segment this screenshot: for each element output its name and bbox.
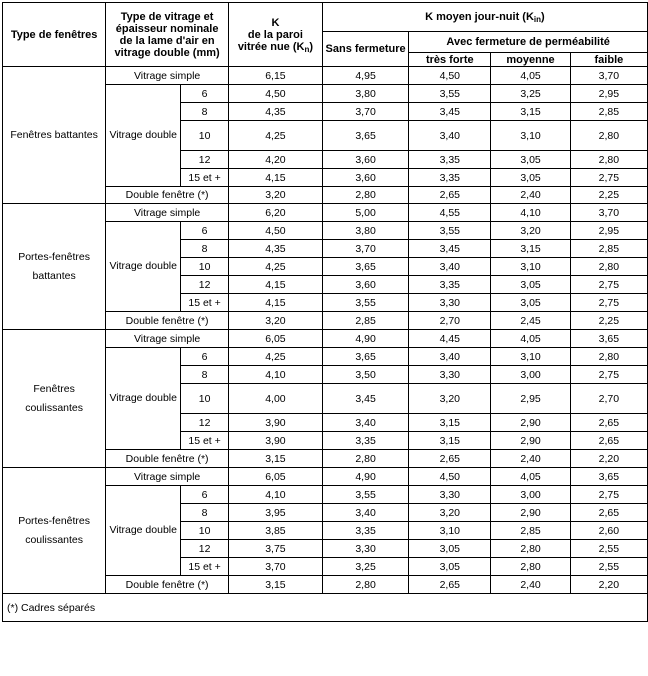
- table-row: [3, 330, 648, 348]
- value-cell: 4,20: [228, 151, 322, 169]
- value-cell: 2,70: [570, 384, 647, 414]
- value-cell: 4,90: [322, 468, 408, 486]
- value-cell: 2,85: [491, 522, 571, 540]
- value-cell: 2,80: [322, 576, 408, 594]
- value-cell: 3,65: [570, 468, 647, 486]
- air-gap-thickness: 15 et +: [181, 558, 229, 576]
- value-cell: 4,05: [491, 468, 571, 486]
- value-cell: 4,50: [409, 468, 491, 486]
- value-cell: 3,05: [409, 540, 491, 558]
- value-cell: 2,80: [570, 151, 647, 169]
- air-gap-thickness: 6: [181, 222, 229, 240]
- value-cell: 2,90: [491, 414, 571, 432]
- header-k-line1: K: [271, 16, 280, 29]
- value-cell: 2,65: [409, 187, 491, 204]
- value-cell: 3,20: [491, 222, 571, 240]
- value-cell: 4,35: [228, 240, 322, 258]
- header-k-line3: vitrée nue (K: [237, 40, 305, 53]
- value-cell: 3,05: [491, 151, 571, 169]
- value-cell: 2,80: [322, 187, 408, 204]
- double-fenetre-label: Double fenêtre (*): [106, 312, 229, 330]
- air-gap-thickness: 8: [181, 504, 229, 522]
- value-cell: 4,50: [409, 67, 491, 85]
- value-cell: 3,20: [228, 312, 322, 330]
- footnote-row: [3, 594, 648, 622]
- value-cell: 4,10: [491, 204, 571, 222]
- value-cell: 3,05: [409, 558, 491, 576]
- value-cell: 3,40: [409, 258, 491, 276]
- value-cell: 3,05: [491, 294, 571, 312]
- vitrage-double-label: Vitrage double: [106, 85, 181, 187]
- value-cell: 2,95: [570, 222, 647, 240]
- air-gap-thickness: 15 et +: [181, 294, 229, 312]
- window-type-label: Fenêtres battantes: [3, 67, 106, 204]
- value-cell: 2,25: [570, 312, 647, 330]
- value-cell: 3,05: [491, 276, 571, 294]
- window-type-label: Portes-fenêtres coulissantes: [3, 468, 106, 594]
- value-cell: 3,70: [322, 240, 408, 258]
- air-gap-thickness: 10: [181, 522, 229, 540]
- value-cell: 2,85: [570, 103, 647, 121]
- value-cell: 2,65: [570, 504, 647, 522]
- header-sans-fermeture: Sans fermeture: [322, 32, 408, 67]
- double-fenetre-label: Double fenêtre (*): [106, 576, 229, 594]
- value-cell: 2,80: [322, 450, 408, 468]
- value-cell: 3,55: [322, 486, 408, 504]
- double-fenetre-label: Double fenêtre (*): [106, 187, 229, 204]
- value-cell: 3,65: [322, 121, 408, 151]
- value-cell: 2,45: [491, 312, 571, 330]
- value-cell: 4,50: [228, 85, 322, 103]
- value-cell: 3,40: [322, 504, 408, 522]
- vitrage-simple-label: Vitrage simple: [106, 67, 229, 85]
- value-cell: 2,65: [570, 414, 647, 432]
- value-cell: 3,10: [491, 121, 571, 151]
- value-cell: 4,10: [228, 366, 322, 384]
- value-cell: 2,80: [570, 348, 647, 366]
- header-type-fenetres: Type de fenêtres: [3, 3, 106, 67]
- value-cell: 4,95: [322, 67, 408, 85]
- table-row: [3, 468, 648, 486]
- air-gap-thickness: 6: [181, 486, 229, 504]
- value-cell: 2,80: [491, 540, 571, 558]
- value-cell: 3,70: [570, 204, 647, 222]
- value-cell: 3,30: [409, 294, 491, 312]
- value-cell: 2,55: [570, 540, 647, 558]
- value-cell: 3,20: [409, 504, 491, 522]
- value-cell: 2,65: [409, 450, 491, 468]
- value-cell: 2,65: [409, 576, 491, 594]
- value-cell: 3,75: [228, 540, 322, 558]
- value-cell: 3,40: [409, 121, 491, 151]
- value-cell: 3,60: [322, 276, 408, 294]
- value-cell: 3,00: [491, 486, 571, 504]
- air-gap-thickness: 10: [181, 258, 229, 276]
- value-cell: 2,40: [491, 576, 571, 594]
- vitrage-simple-label: Vitrage simple: [106, 468, 229, 486]
- table-row: [3, 67, 648, 85]
- value-cell: 4,55: [409, 204, 491, 222]
- header-k-paroi: [228, 3, 322, 67]
- value-cell: 2,95: [570, 85, 647, 103]
- window-type-label: Fenêtres coulissantes: [3, 330, 106, 468]
- air-gap-thickness: 12: [181, 540, 229, 558]
- vitrage-double-label: Vitrage double: [106, 222, 181, 312]
- value-cell: 2,75: [570, 169, 647, 187]
- value-cell: 3,40: [409, 348, 491, 366]
- value-cell: 3,90: [228, 414, 322, 432]
- value-cell: 3,35: [409, 169, 491, 187]
- header-type-vitrage: Type de vitrage et épaisseur nominale de la lame d'air en vitrage double (mm): [106, 3, 229, 67]
- value-cell: 4,45: [409, 330, 491, 348]
- value-cell: 3,25: [491, 85, 571, 103]
- value-cell: 3,50: [322, 366, 408, 384]
- footnote: (*) Cadres séparés: [3, 594, 648, 622]
- value-cell: 3,35: [409, 151, 491, 169]
- value-cell: 2,60: [570, 522, 647, 540]
- value-cell: 2,65: [570, 432, 647, 450]
- value-cell: 3,35: [409, 276, 491, 294]
- value-cell: 3,55: [409, 222, 491, 240]
- value-cell: 4,05: [491, 67, 571, 85]
- value-cell: 3,60: [322, 151, 408, 169]
- value-cell: 2,70: [409, 312, 491, 330]
- air-gap-thickness: 12: [181, 151, 229, 169]
- value-cell: 3,10: [491, 348, 571, 366]
- value-cell: 3,85: [228, 522, 322, 540]
- value-cell: 2,55: [570, 558, 647, 576]
- value-cell: 3,15: [409, 432, 491, 450]
- value-cell: 2,80: [570, 258, 647, 276]
- value-cell: 3,80: [322, 222, 408, 240]
- value-cell: 3,80: [322, 85, 408, 103]
- value-cell: 6,05: [228, 468, 322, 486]
- value-cell: 3,70: [570, 67, 647, 85]
- value-cell: 4,25: [228, 258, 322, 276]
- air-gap-thickness: 8: [181, 366, 229, 384]
- header-k-line2: de la paroi: [247, 28, 303, 41]
- value-cell: 3,55: [409, 85, 491, 103]
- header-kin-close: ): [541, 11, 545, 23]
- value-cell: 3,60: [322, 169, 408, 187]
- vitrage-simple-label: Vitrage simple: [106, 204, 229, 222]
- air-gap-thickness: 12: [181, 276, 229, 294]
- value-cell: 3,45: [322, 384, 408, 414]
- header-kin: [322, 3, 647, 32]
- header-k-close: ): [309, 40, 314, 53]
- value-cell: 4,35: [228, 103, 322, 121]
- air-gap-thickness: 8: [181, 103, 229, 121]
- air-gap-thickness: 15 et +: [181, 169, 229, 187]
- double-fenetre-label: Double fenêtre (*): [106, 450, 229, 468]
- value-cell: 3,15: [491, 240, 571, 258]
- vitrage-simple-label: Vitrage simple: [106, 330, 229, 348]
- value-cell: 2,95: [491, 384, 571, 414]
- header-moyenne: moyenne: [491, 53, 571, 67]
- value-cell: 2,90: [491, 432, 571, 450]
- coefficient-table: [2, 2, 648, 622]
- value-cell: 3,55: [322, 294, 408, 312]
- value-cell: 4,10: [228, 486, 322, 504]
- value-cell: 4,15: [228, 276, 322, 294]
- value-cell: 4,90: [322, 330, 408, 348]
- header-tres-forte: très forte: [409, 53, 491, 67]
- value-cell: 3,70: [322, 103, 408, 121]
- value-cell: 2,40: [491, 187, 571, 204]
- header-k-sub: n: [304, 44, 310, 54]
- air-gap-thickness: 10: [181, 121, 229, 151]
- value-cell: 2,80: [491, 558, 571, 576]
- value-cell: 2,85: [322, 312, 408, 330]
- value-cell: 6,05: [228, 330, 322, 348]
- value-cell: 2,25: [570, 187, 647, 204]
- air-gap-thickness: 15 et +: [181, 432, 229, 450]
- value-cell: 3,15: [228, 450, 322, 468]
- value-cell: 3,40: [322, 414, 408, 432]
- value-cell: 4,25: [228, 348, 322, 366]
- value-cell: 2,75: [570, 276, 647, 294]
- value-cell: 2,75: [570, 486, 647, 504]
- value-cell: 3,90: [228, 432, 322, 450]
- air-gap-thickness: 6: [181, 348, 229, 366]
- air-gap-thickness: 8: [181, 240, 229, 258]
- value-cell: 3,65: [322, 348, 408, 366]
- air-gap-thickness: 10: [181, 384, 229, 414]
- value-cell: 3,30: [409, 486, 491, 504]
- value-cell: 2,85: [570, 240, 647, 258]
- value-cell: 2,75: [570, 294, 647, 312]
- value-cell: 3,05: [491, 169, 571, 187]
- header-kin-sub: in: [533, 15, 542, 24]
- value-cell: 2,90: [491, 504, 571, 522]
- header-faible: faible: [570, 53, 647, 67]
- value-cell: 3,65: [322, 258, 408, 276]
- value-cell: 4,05: [491, 330, 571, 348]
- value-cell: 2,80: [570, 121, 647, 151]
- window-type-label: Portes-fenêtres battantes: [3, 204, 106, 330]
- value-cell: 3,30: [322, 540, 408, 558]
- value-cell: 5,00: [322, 204, 408, 222]
- value-cell: 3,15: [228, 576, 322, 594]
- value-cell: 6,15: [228, 67, 322, 85]
- value-cell: 4,25: [228, 121, 322, 151]
- air-gap-thickness: 6: [181, 85, 229, 103]
- value-cell: 3,25: [322, 558, 408, 576]
- value-cell: 3,00: [491, 366, 571, 384]
- header-kin-title: K moyen jour-nuit (K: [425, 11, 534, 23]
- value-cell: 3,20: [228, 187, 322, 204]
- value-cell: 2,20: [570, 576, 647, 594]
- value-cell: 3,10: [409, 522, 491, 540]
- vitrage-double-label: Vitrage double: [106, 486, 181, 576]
- value-cell: 3,70: [228, 558, 322, 576]
- value-cell: 3,45: [409, 240, 491, 258]
- header-avec-fermeture: Avec fermeture de perméabilité: [409, 32, 648, 53]
- value-cell: 3,15: [409, 414, 491, 432]
- value-cell: 2,75: [570, 366, 647, 384]
- air-gap-thickness: 12: [181, 414, 229, 432]
- value-cell: 3,35: [322, 432, 408, 450]
- value-cell: 6,20: [228, 204, 322, 222]
- value-cell: 4,15: [228, 294, 322, 312]
- value-cell: 3,45: [409, 103, 491, 121]
- table-row: [3, 204, 648, 222]
- value-cell: 4,50: [228, 222, 322, 240]
- value-cell: 3,65: [570, 330, 647, 348]
- value-cell: 4,00: [228, 384, 322, 414]
- value-cell: 3,10: [491, 258, 571, 276]
- value-cell: 2,20: [570, 450, 647, 468]
- value-cell: 3,20: [409, 384, 491, 414]
- value-cell: 3,95: [228, 504, 322, 522]
- value-cell: 3,30: [409, 366, 491, 384]
- vitrage-double-label: Vitrage double: [106, 348, 181, 450]
- value-cell: 4,15: [228, 169, 322, 187]
- value-cell: 3,35: [322, 522, 408, 540]
- value-cell: 3,15: [491, 103, 571, 121]
- value-cell: 2,40: [491, 450, 571, 468]
